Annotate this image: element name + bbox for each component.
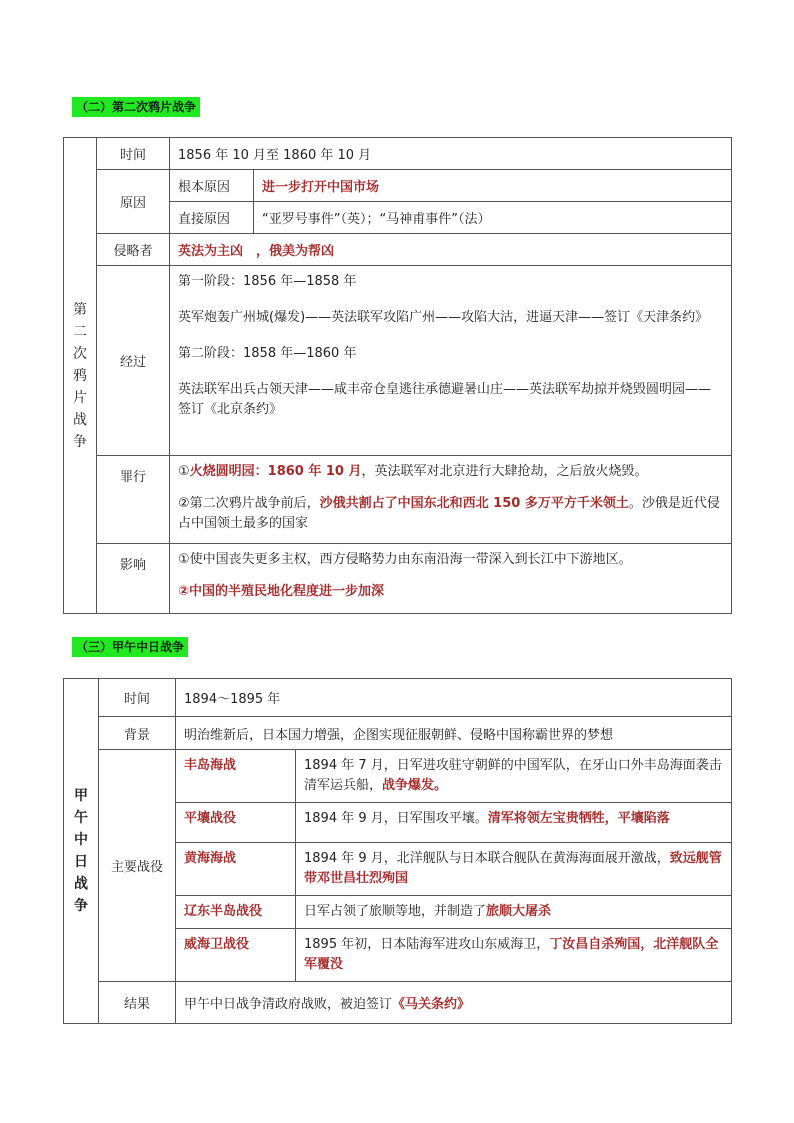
section-heading-second-opium-war: （二）第二次鸦片战争: [72, 97, 200, 117]
section-heading-sino-japanese-war: （三）甲午中日战争: [72, 637, 188, 657]
sj-time-value: 1894～1895 年: [176, 679, 732, 717]
impact-1: ①使中国丧失更多主权，西方侵略势力由东南沿海一带深入到长江中下游地区。: [178, 552, 632, 567]
background-value: 明治维新后，日本国力增强，企图实现征服朝鲜、侵略中国称霸世界的梦想: [176, 717, 732, 750]
direct-cause-value: “亚罗号事件”（英）；“马神甫事件”（法）: [254, 202, 732, 234]
course-label: 经过: [97, 266, 170, 456]
battle-detail: 1894 年 9 月，北洋舰队与日本联合舰队在黄海海面展开激战，致远舰管带邓世昌壮烈殉国: [296, 843, 732, 896]
course-stage1: 第一阶段：1856 年—1858 年: [178, 274, 357, 289]
battle-detail: 日军占领了旅顺等地，并制造了旅顺大屠杀: [296, 896, 732, 929]
course-content: [170, 266, 732, 456]
crime-2: ②第二次鸦片战争前后，沙俄共割占了中国东北和西北 150 多万平方千米领土。沙俄是近代侵占中国领土最多的国家: [178, 496, 720, 531]
battle-detail: 1894 年 9 月，日军围攻平壤。清军将领左宝贵牺牲，平壤陷落: [296, 803, 732, 843]
direct-cause-label: 直接原因: [170, 202, 254, 234]
battle-detail: 1894 年 7 月，日军进攻驻守朝鲜的中国军队，在牙山口外丰岛海面袭击清军运兵船，战争爆发。: [296, 750, 732, 803]
invaders-label: 侵略者: [97, 234, 170, 266]
cause-label: 原因: [97, 170, 170, 234]
course-stage2: 第二阶段：1858 年—1860 年: [178, 346, 357, 361]
impact-content: [170, 544, 732, 614]
time-value: 1856 年 10 月至 1860 年 10 月: [170, 138, 732, 170]
crimes-content: [170, 456, 732, 544]
battle-detail: 1895 年初，日本陆海军进攻山东威海卫，丁汝昌自杀殉国，北洋舰队全军覆没: [296, 929, 732, 982]
battle-name: 丰岛海战: [176, 750, 296, 803]
course-stage1-text: 英军炮轰广州城(爆发)——英法联军攻陷广州——攻陷大沽，进逼天津——签订《天津条约》: [178, 310, 709, 325]
root-cause-value: 进一步打开中国市场: [254, 170, 732, 202]
second-opium-war-table: [63, 137, 732, 614]
course-stage2-text: 英法联军出兵占领天津——咸丰帝仓皇逃往承德避暑山庄——英法联军劫掠并烧毁圆明园——签订《北京条约》: [178, 382, 712, 417]
time-label: 时间: [97, 138, 170, 170]
crimes-label: 罪行: [97, 456, 170, 544]
crime-1: ①火烧圆明园：1860 年 10 月，英法联军对北京进行大肆抢劫，之后放火烧毁。: [178, 464, 648, 479]
result-label: 结果: [99, 982, 176, 1024]
side-title-second-opium-war: 第 二 次 鸦 片 战 争: [64, 138, 97, 614]
result-value: 甲午中日战争清政府战败，被迫签订《马关条约》: [176, 982, 732, 1024]
battle-name: 黄海海战: [176, 843, 296, 896]
battles-label: 主要战役: [99, 750, 176, 982]
battle-name: 平壤战役: [176, 803, 296, 843]
battle-name: 辽东半岛战役: [176, 896, 296, 929]
side-title-sino-japanese-war: 甲 午 中 日 战 争: [64, 679, 99, 1024]
invaders-value: 英法为主凶 ，俄美为帮凶: [170, 234, 732, 266]
battle-name: 威海卫战役: [176, 929, 296, 982]
root-cause-label: 根本原因: [170, 170, 254, 202]
impact-2: ②中国的半殖民地化程度进一步加深: [178, 584, 385, 599]
sino-japanese-war-table: [63, 678, 732, 1024]
sj-time-label: 时间: [99, 679, 176, 717]
impact-label: 影响: [97, 544, 170, 614]
background-label: 背景: [99, 717, 176, 750]
